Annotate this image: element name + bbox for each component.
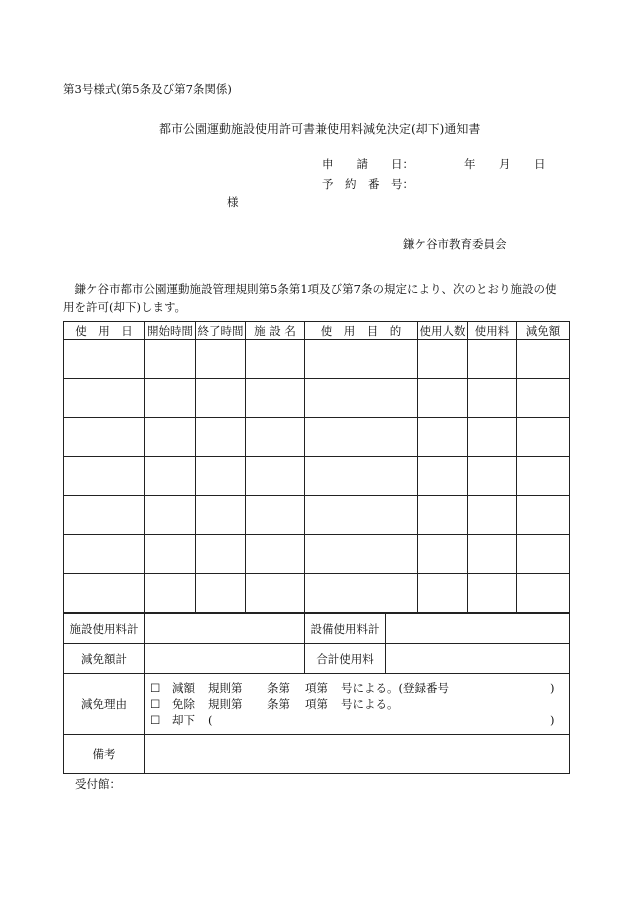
facility-fee-total-label: 施設使用料計 — [64, 614, 145, 644]
reason-paragraph-label: 項第 — [305, 697, 328, 711]
table-row — [64, 496, 570, 535]
table-row — [64, 340, 570, 379]
cell-reduction-amount[interactable] — [517, 379, 570, 418]
cell-usage-fee[interactable] — [468, 574, 517, 613]
cell-user-count[interactable] — [418, 574, 468, 613]
cell-end-time[interactable] — [196, 496, 246, 535]
cell-usage-date[interactable] — [64, 535, 145, 574]
cell-usage-date[interactable] — [64, 340, 145, 379]
reason-paragraph-label: 項第 — [305, 681, 328, 695]
cell-facility-name[interactable] — [246, 574, 305, 613]
cell-usage-fee[interactable] — [468, 457, 517, 496]
checkbox-rejection[interactable]: ☐ — [150, 713, 161, 727]
cell-usage-fee[interactable] — [468, 379, 517, 418]
reason-option-rejection — [145, 712, 569, 728]
cell-end-time[interactable] — [196, 340, 246, 379]
reduction-total-value[interactable] — [145, 644, 305, 674]
cell-usage-purpose[interactable] — [305, 379, 418, 418]
cell-usage-purpose[interactable] — [305, 535, 418, 574]
body-text-line2: 用を許可(却下)します。 — [63, 300, 187, 314]
reason-tail-label: 号による。 — [341, 697, 399, 711]
reason-option-reduction — [145, 680, 569, 696]
summary-row-fees — [64, 614, 570, 644]
document-title: 都市公園運動施設使用許可書兼使用料減免決定(却下)通知書 — [159, 122, 481, 136]
cell-start-time[interactable] — [145, 340, 196, 379]
grand-total-label: 合計使用料 — [305, 644, 386, 674]
table-row — [64, 535, 570, 574]
cell-usage-fee[interactable] — [468, 418, 517, 457]
cell-usage-date[interactable] — [64, 418, 145, 457]
cell-usage-date[interactable] — [64, 457, 145, 496]
header-usage-fee: 使用料 — [468, 322, 517, 340]
header-start-time: 開始時間 — [145, 322, 196, 340]
grand-total-value[interactable] — [386, 644, 570, 674]
cell-facility-name[interactable] — [246, 535, 305, 574]
cell-facility-name[interactable] — [246, 457, 305, 496]
cell-user-count[interactable] — [418, 496, 468, 535]
reduction-total-label: 減免額計 — [64, 644, 145, 674]
application-date-label: 申 請 日： — [322, 157, 414, 171]
cell-reduction-amount[interactable] — [517, 496, 570, 535]
cell-start-time[interactable] — [145, 379, 196, 418]
cell-end-time[interactable] — [196, 535, 246, 574]
reason-type-exemption: 免除 — [172, 697, 195, 711]
date-month-label: 月 — [499, 157, 511, 171]
cell-usage-purpose[interactable] — [305, 574, 418, 613]
cell-usage-purpose[interactable] — [305, 340, 418, 379]
table-row — [64, 574, 570, 613]
header-end-time: 終了時間 — [197, 323, 244, 338]
cell-usage-date[interactable] — [64, 379, 145, 418]
body-text-line1: 鎌ケ谷市都市公園運動施設管理規則第5条第1項及び第7条の規定により、次のとおり施設の使 — [63, 282, 557, 296]
header-usage-date: 使 用 日 — [64, 322, 145, 340]
cell-usage-purpose[interactable] — [305, 496, 418, 535]
header-reduction-amount: 減免額 — [517, 322, 570, 340]
summary-row-reason — [64, 674, 570, 735]
reason-rule-label: 規則第 — [208, 681, 243, 695]
reservation-number-label: 予 約 番 号： — [322, 177, 414, 191]
recipient-suffix: 様 — [227, 195, 239, 209]
reception-label: 受付館： — [75, 777, 121, 791]
reduction-reason-label: 減免理由 — [64, 674, 145, 735]
cell-end-time[interactable] — [196, 574, 246, 613]
summary-table — [63, 613, 570, 774]
reason-open-paren: ( — [208, 713, 213, 727]
table-row — [64, 457, 570, 496]
cell-user-count[interactable] — [418, 457, 468, 496]
reason-rule-label: 規則第 — [208, 697, 243, 711]
reason-tail-label: 号による。(登録番号 — [341, 681, 449, 695]
cell-usage-date[interactable] — [64, 574, 145, 613]
cell-start-time[interactable] — [145, 418, 196, 457]
table-row — [64, 418, 570, 457]
reason-option-exemption — [145, 696, 569, 712]
cell-user-count[interactable] — [418, 379, 468, 418]
header-user-count: 使用人数 — [419, 323, 466, 338]
cell-facility-name[interactable] — [246, 496, 305, 535]
checkbox-reduction[interactable]: ☐ — [150, 681, 161, 695]
issuer-name: 鎌ケ谷市教育委員会 — [403, 237, 507, 251]
cell-start-time[interactable] — [145, 496, 196, 535]
cell-start-time[interactable] — [145, 457, 196, 496]
cell-usage-fee[interactable] — [468, 496, 517, 535]
cell-usage-fee[interactable] — [468, 535, 517, 574]
cell-facility-name[interactable] — [246, 340, 305, 379]
cell-reduction-amount[interactable] — [517, 418, 570, 457]
summary-row-totals — [64, 644, 570, 674]
table-header-row — [64, 322, 570, 340]
cell-usage-purpose[interactable] — [305, 418, 418, 457]
reason-close-paren: ) — [550, 681, 555, 695]
cell-reduction-amount[interactable] — [517, 340, 570, 379]
cell-end-time[interactable] — [196, 457, 246, 496]
reason-type-reduction: 減額 — [172, 681, 195, 695]
cell-facility-name[interactable] — [246, 379, 305, 418]
cell-user-count[interactable] — [418, 340, 468, 379]
cell-reduction-amount[interactable] — [517, 574, 570, 613]
cell-start-time[interactable] — [145, 574, 196, 613]
usage-table — [63, 321, 570, 613]
header-usage-purpose: 使 用 目 的 — [305, 322, 418, 340]
cell-user-count[interactable] — [418, 418, 468, 457]
cell-reduction-amount[interactable] — [517, 535, 570, 574]
reason-article-label: 条第 — [267, 681, 290, 695]
cell-usage-fee[interactable] — [468, 340, 517, 379]
cell-usage-purpose[interactable] — [305, 457, 418, 496]
cell-user-count[interactable] — [418, 535, 468, 574]
equipment-fee-total-value[interactable] — [386, 614, 570, 644]
cell-end-time[interactable] — [196, 379, 246, 418]
date-year-label: 年 — [464, 157, 476, 171]
equipment-fee-total-label: 設備使用料計 — [305, 614, 386, 644]
cell-end-time[interactable] — [196, 418, 246, 457]
date-day-label: 日 — [534, 157, 546, 171]
reason-type-rejection: 却下 — [172, 713, 195, 727]
cell-reduction-amount[interactable] — [517, 457, 570, 496]
reason-article-label: 条第 — [267, 697, 290, 711]
facility-fee-total-value[interactable] — [145, 614, 305, 644]
checkbox-exemption[interactable]: ☐ — [150, 697, 161, 711]
cell-facility-name[interactable] — [246, 418, 305, 457]
reason-close-paren: ) — [550, 713, 555, 727]
form-number: 第3号様式(第5条及び第7条関係) — [63, 82, 232, 96]
remarks-label: 備考 — [64, 735, 145, 774]
cell-start-time[interactable] — [145, 535, 196, 574]
table-row — [64, 379, 570, 418]
remarks-value[interactable] — [145, 735, 570, 774]
reduction-reason-options — [145, 674, 570, 735]
summary-row-remarks — [64, 735, 570, 774]
cell-usage-date[interactable] — [64, 496, 145, 535]
header-facility-name: 施 設 名 — [246, 322, 305, 340]
